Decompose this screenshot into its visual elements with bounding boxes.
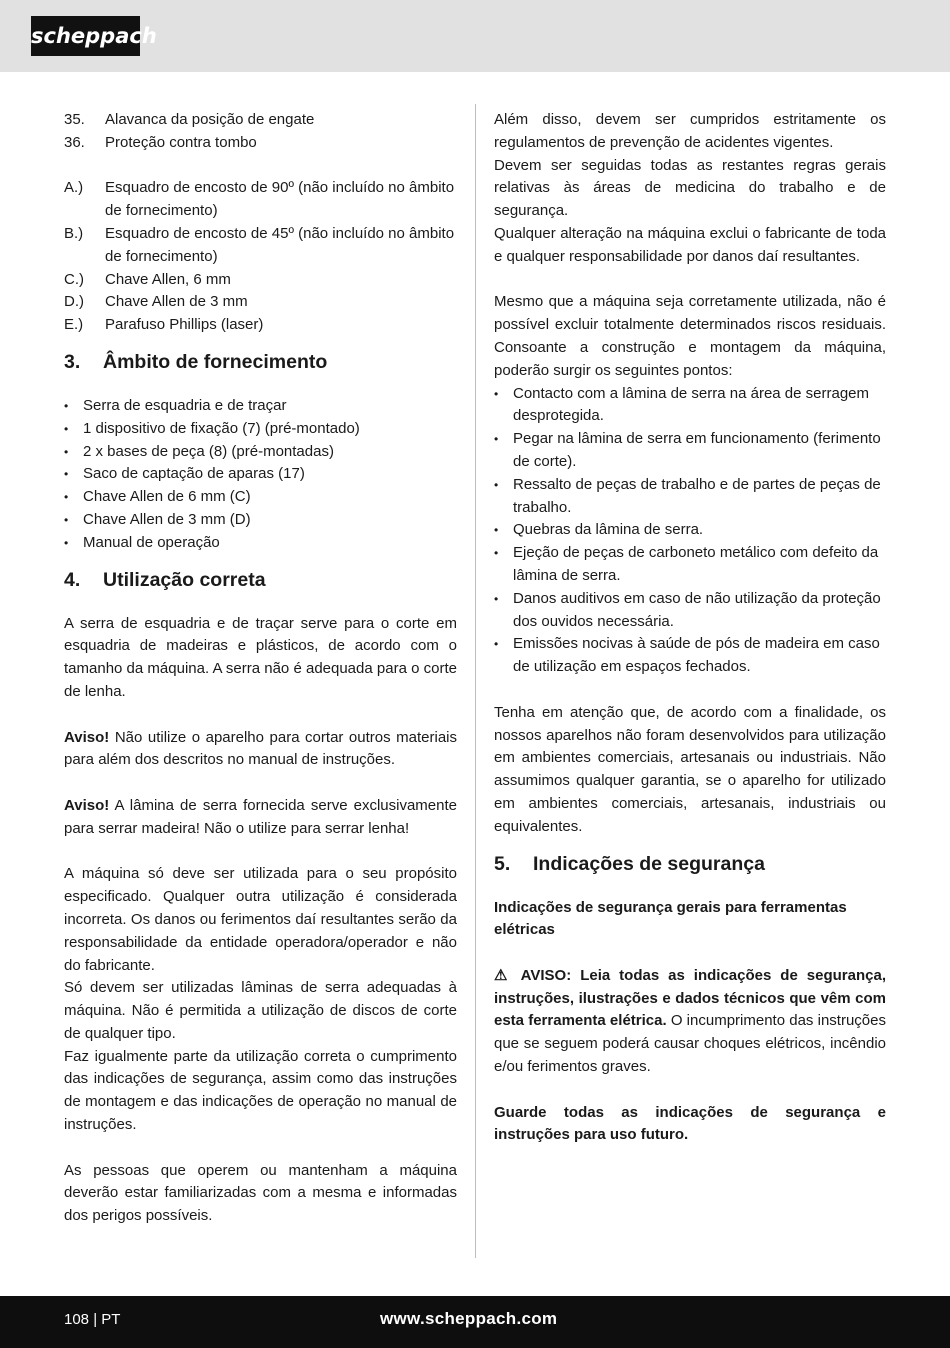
subheading: Indicações de segurança gerais para ferramentas elétricas bbox=[494, 898, 847, 939]
list-item: • Serra de esquadria e de traçar bbox=[64, 395, 457, 418]
list-item: • Emissões nocivas à saúde de pós de madeira em caso de utilização em espaços fechados. bbox=[494, 633, 886, 679]
body-paragraph: Só devem ser utilizadas lâminas de serra adequadas à máquina. Não é permitida a utilização de discos de corte de qualquer tipo. bbox=[64, 979, 457, 1042]
list-item: • Chave Allen de 6 mm (C) bbox=[64, 486, 457, 509]
body-paragraph: Devem ser seguidas todas as restantes regras gerais relativas às áreas de medicina do trabalho e de segurança. bbox=[494, 156, 886, 220]
list-item: • Ressalto de peças de trabalho e de partes de peças de trabalho. bbox=[494, 474, 886, 520]
column-divider bbox=[475, 104, 476, 1258]
warning-paragraph: ⚠ AVISO: Leia todas as indicações de segurança, instruções, ilustrações e dados técnicos que vêm com esta ferramenta elétrica. O incumprimento das instruções que se seguem poderá causar choques elétricos, incêndio e/ou ferimentos graves. bbox=[494, 966, 886, 1076]
body-paragraph: Além disso, devem ser cumpridos estritamente os regulamentos de prevenção de acidentes vigentes. bbox=[494, 111, 886, 151]
scope-of-delivery-list bbox=[64, 395, 457, 555]
list-item: • Ejeção de peças de carboneto metálico com defeito da lâmina de serra. bbox=[494, 542, 886, 588]
body-paragraph: Faz igualmente parte da utilização correta o cumprimento das indicações de segurança, assim como das instruções de montagem e das indicações de operação no manual de instruções. bbox=[64, 1047, 457, 1134]
list-item: • Danos auditivos em caso de não utilização da proteção dos ouvidos necessária. bbox=[494, 588, 886, 634]
body-paragraph: As pessoas que operem ou mantenham a máquina deverão estar familiarizadas com a mesma e informadas dos perigos possíveis. bbox=[64, 1161, 457, 1225]
list-item: B.) Esquadro de encosto de 45º (não incluído no âmbito de fornecimento) bbox=[64, 224, 455, 265]
scheppach-logo: scheppach bbox=[31, 16, 140, 56]
warning-paragraph: Aviso! A lâmina de serra fornecida serve exclusivamente para serrar madeira! Não o utilize para serrar lenha! bbox=[64, 796, 457, 837]
footer-bar bbox=[0, 1296, 950, 1348]
body-paragraph: A máquina só deve ser utilizada para o seu propósito especificado. Qualquer outra utilização é considerada incorreta. Os danos ou ferimentos daí resultantes serão da responsabilidade da entidade operadora/operador e não do fabricante. bbox=[64, 865, 457, 974]
page-number: 108 | PT bbox=[64, 1311, 121, 1328]
list-item: 36. Proteção contra tombo bbox=[64, 133, 257, 151]
parts-list bbox=[64, 109, 457, 155]
warning-triangle-icon: ⚠ bbox=[494, 966, 513, 984]
section-4-heading: 4. Utilização correta bbox=[64, 568, 266, 591]
list-item: C.) Chave Allen, 6 mm bbox=[64, 270, 231, 288]
body-paragraph: Tenha em atenção que, de acordo com a finalidade, os nossos aparelhos não foram desenvolvidos para utilização em ambientes comerciais, artesanais ou industriais. Não assumimos qualquer garantia, se o aparelho for utilizado em ambientes comerciais, artesanais, industriais ou equivalentes. bbox=[494, 703, 886, 835]
body-paragraph: Mesmo que a máquina seja corretamente utilizada, não é possível excluir totalmente determinados riscos residuais. Consoante a construção e montagem da máquina, poderão surgir os seguintes pontos: bbox=[494, 293, 886, 379]
list-item: • Chave Allen de 3 mm (D) bbox=[64, 509, 457, 532]
header-band bbox=[0, 0, 950, 72]
list-item: • Contacto com a lâmina de serra na área de serragem desprotegida. bbox=[494, 383, 886, 429]
keep-instructions-paragraph: Guarde todas as indicações de segurança e instruções para uso futuro. bbox=[494, 1103, 886, 1144]
accessories-list bbox=[64, 177, 457, 337]
list-item: • 2 x bases de peça (8) (pré-montadas) bbox=[64, 441, 457, 464]
body-paragraph: Qualquer alteração na máquina exclui o fabricante de toda e qualquer responsabilidade por danos daí resultantes. bbox=[494, 224, 886, 265]
list-item: E.) Parafuso Phillips (laser) bbox=[64, 316, 264, 334]
section-3-heading: 3. Âmbito de fornecimento bbox=[64, 350, 328, 373]
list-item: 35. Alavanca da posição de engate bbox=[64, 111, 315, 128]
list-item: • Quebras da lâmina de serra. bbox=[494, 519, 886, 542]
warning-paragraph: Aviso! Não utilize o aparelho para cortar outros materiais para além dos descritos no manual de instruções. bbox=[64, 728, 457, 769]
list-item: • Pegar na lâmina de serra em funcionamento (ferimento de corte). bbox=[494, 428, 886, 474]
left-column bbox=[64, 109, 457, 1228]
intended-use-paragraph: A serra de esquadria e de traçar serve para o corte em esquadria de madeiras e plásticos, de acordo com o tamanho da máquina. A serra não é adequada para o corte de lenha. bbox=[64, 614, 457, 700]
list-item: • 1 dispositivo de fixação (7) (pré-montado) bbox=[64, 418, 457, 441]
section-5-heading: 5. Indicações de segurança bbox=[494, 852, 765, 875]
list-item: • Manual de operação bbox=[64, 532, 457, 555]
website-url: www.scheppach.com bbox=[380, 1309, 558, 1328]
list-item: D.) Chave Allen de 3 mm bbox=[64, 293, 248, 311]
right-column bbox=[494, 109, 886, 1147]
list-item: A.) Esquadro de encosto de 90º (não incluído no âmbito de fornecimento) bbox=[64, 179, 455, 220]
residual-risks-list bbox=[494, 383, 886, 679]
list-item: • Saco de captação de aparas (17) bbox=[64, 463, 457, 486]
